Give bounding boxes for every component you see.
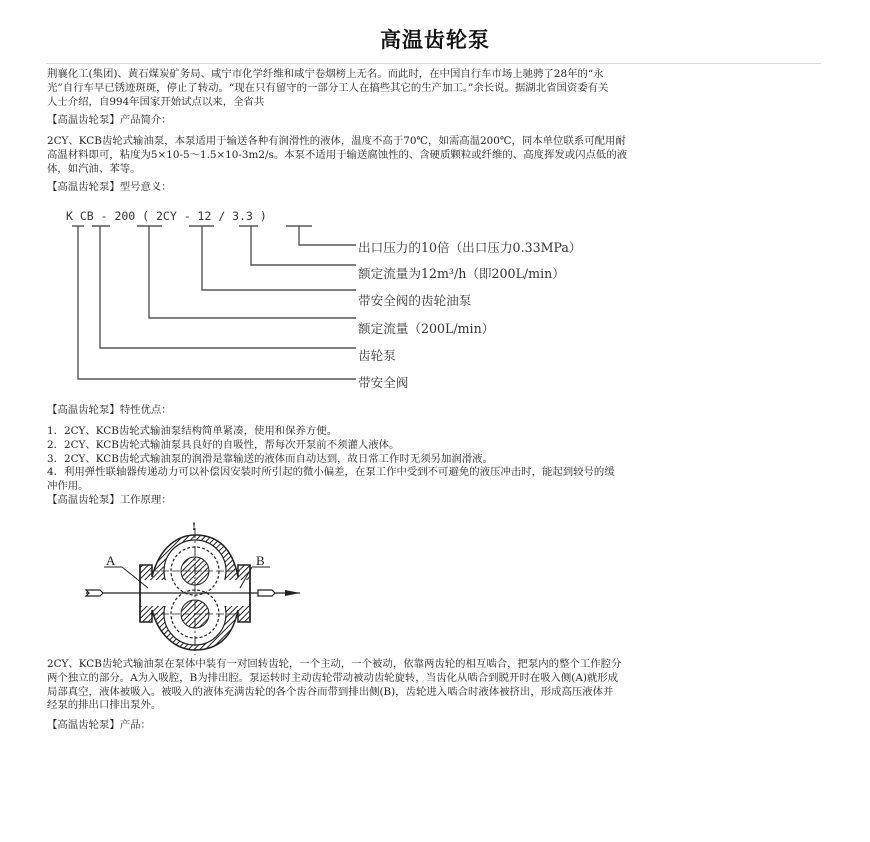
outlet-arrow-icon [258,590,275,596]
section-heading-product-intro: 【高温齿轮泵】产品简介： [47,114,172,126]
working-principle-line: 经泵的排出口排出泵外。 [47,699,162,712]
section-heading-working-principle: 【高温齿轮泵】工作原理： [47,494,172,506]
section-heading-products: 【高温齿轮泵】产品： [47,719,151,731]
intro-line: 光”自行车早已锈迹斑斑，停止了转动。“现在只有留守的一部分工人在搞些其它的生产加工。”余长说。据湖北省国资委有关 [47,81,609,94]
feature-item: 2．2CY、KCB齿轮式输油泵具良好的自吸性，帮每次开泵前不须灌人液体。 [47,438,400,451]
feature-item: 1．2CY、KCB齿轮式输油泵结构简单紧凑，使用和保养方便。 [47,425,338,437]
product-intro-line: 体，如汽油、苯等。 [47,162,141,175]
section-heading-model-meaning: 【高温齿轮泵】型号意义： [47,181,172,193]
section-heading-features: 【高温齿轮泵】特性优点： [47,404,172,416]
inlet-arrow-icon [86,590,103,596]
model-label-gear-pump: 齿轮泵 [358,348,396,363]
working-principle-line: 2CY、KCB齿轮式输油泵在泵体中装有一对回转齿轮，一个主动，一个被动，依靠两齿轮的相互啮合，把泵内的整个工作腔分 [47,658,622,670]
page-title: 高温齿轮泵 [380,28,490,52]
intro-line: 荆襄化工(集团)、黄石煤炭矿务局、咸宁市化学纤维和咸宁卷烟榜上无名。而此时，在中国自行车市场上驰骋了28年的“永 [47,68,604,80]
outlet-label: B [256,553,265,568]
model-label-flow-200: 额定流量（200L/min） [358,321,495,336]
intro-line: 人士介绍，自994年国家开始试点以来，全省共 [47,95,265,108]
working-principle-line: 两个独立的部分。A为入吸腔，B为排出腔。泵运转时主动齿轮带动被动齿轮旋转，当齿化从啮合到脱开时在吸入侧(A)就形成 [47,671,619,684]
working-principle-paragraph [47,658,819,713]
product-intro-line: 高温材料即可，粘度为5×10-5～1.5×10-3m2/s。本泵不适用于输送腐蚀性的、含硬质颗粒或纤维的、高度挥发或闪点低的液 [47,148,628,161]
model-label-pressure: 出口压力的10倍（出口压力0.33MPa） [358,240,582,255]
outlet-arrowhead-icon [285,590,300,596]
feature-item: 3．2CY、KCB齿轮式输油泵的润滑是靠输送的液体而自动达到，故日常工作时无须另加润滑液。 [47,452,493,465]
top-mark: ! [192,519,196,533]
model-code: K CB - 200 ( 2CY - 12 / 3.3 ) [66,209,267,223]
model-label-flow-12: 额定流量为12m³/h（即200L/min） [358,266,565,281]
feature-item: 4．利用弹性联轴器传递动力可以补偿因安装时所引起的微小偏差，在泵工作中受到不可避免的液压冲击时，能起到较号的缓 [47,466,615,479]
working-principle-line: 局部真空，液体被吸入。被吸入的液体充满齿轮的各个齿谷而带到排出侧(B)，齿轮进入啮合时液体被挤出，形成高压液体并 [47,685,614,698]
inlet-label: A [106,553,116,568]
model-label-safety-valve: 带安全阀 [358,375,409,390]
feature-item: 冲作用。 [47,480,89,493]
product-intro-line: 2CY、KCB齿轮式输油泵，本泵适用于输送各种有润滑性的液体，温度不高于70℃，如需高温200℃，同本单位联系可配用耐 [47,135,626,147]
model-label-safety-valve-pump: 带安全阀的齿轮油泵 [358,293,472,308]
